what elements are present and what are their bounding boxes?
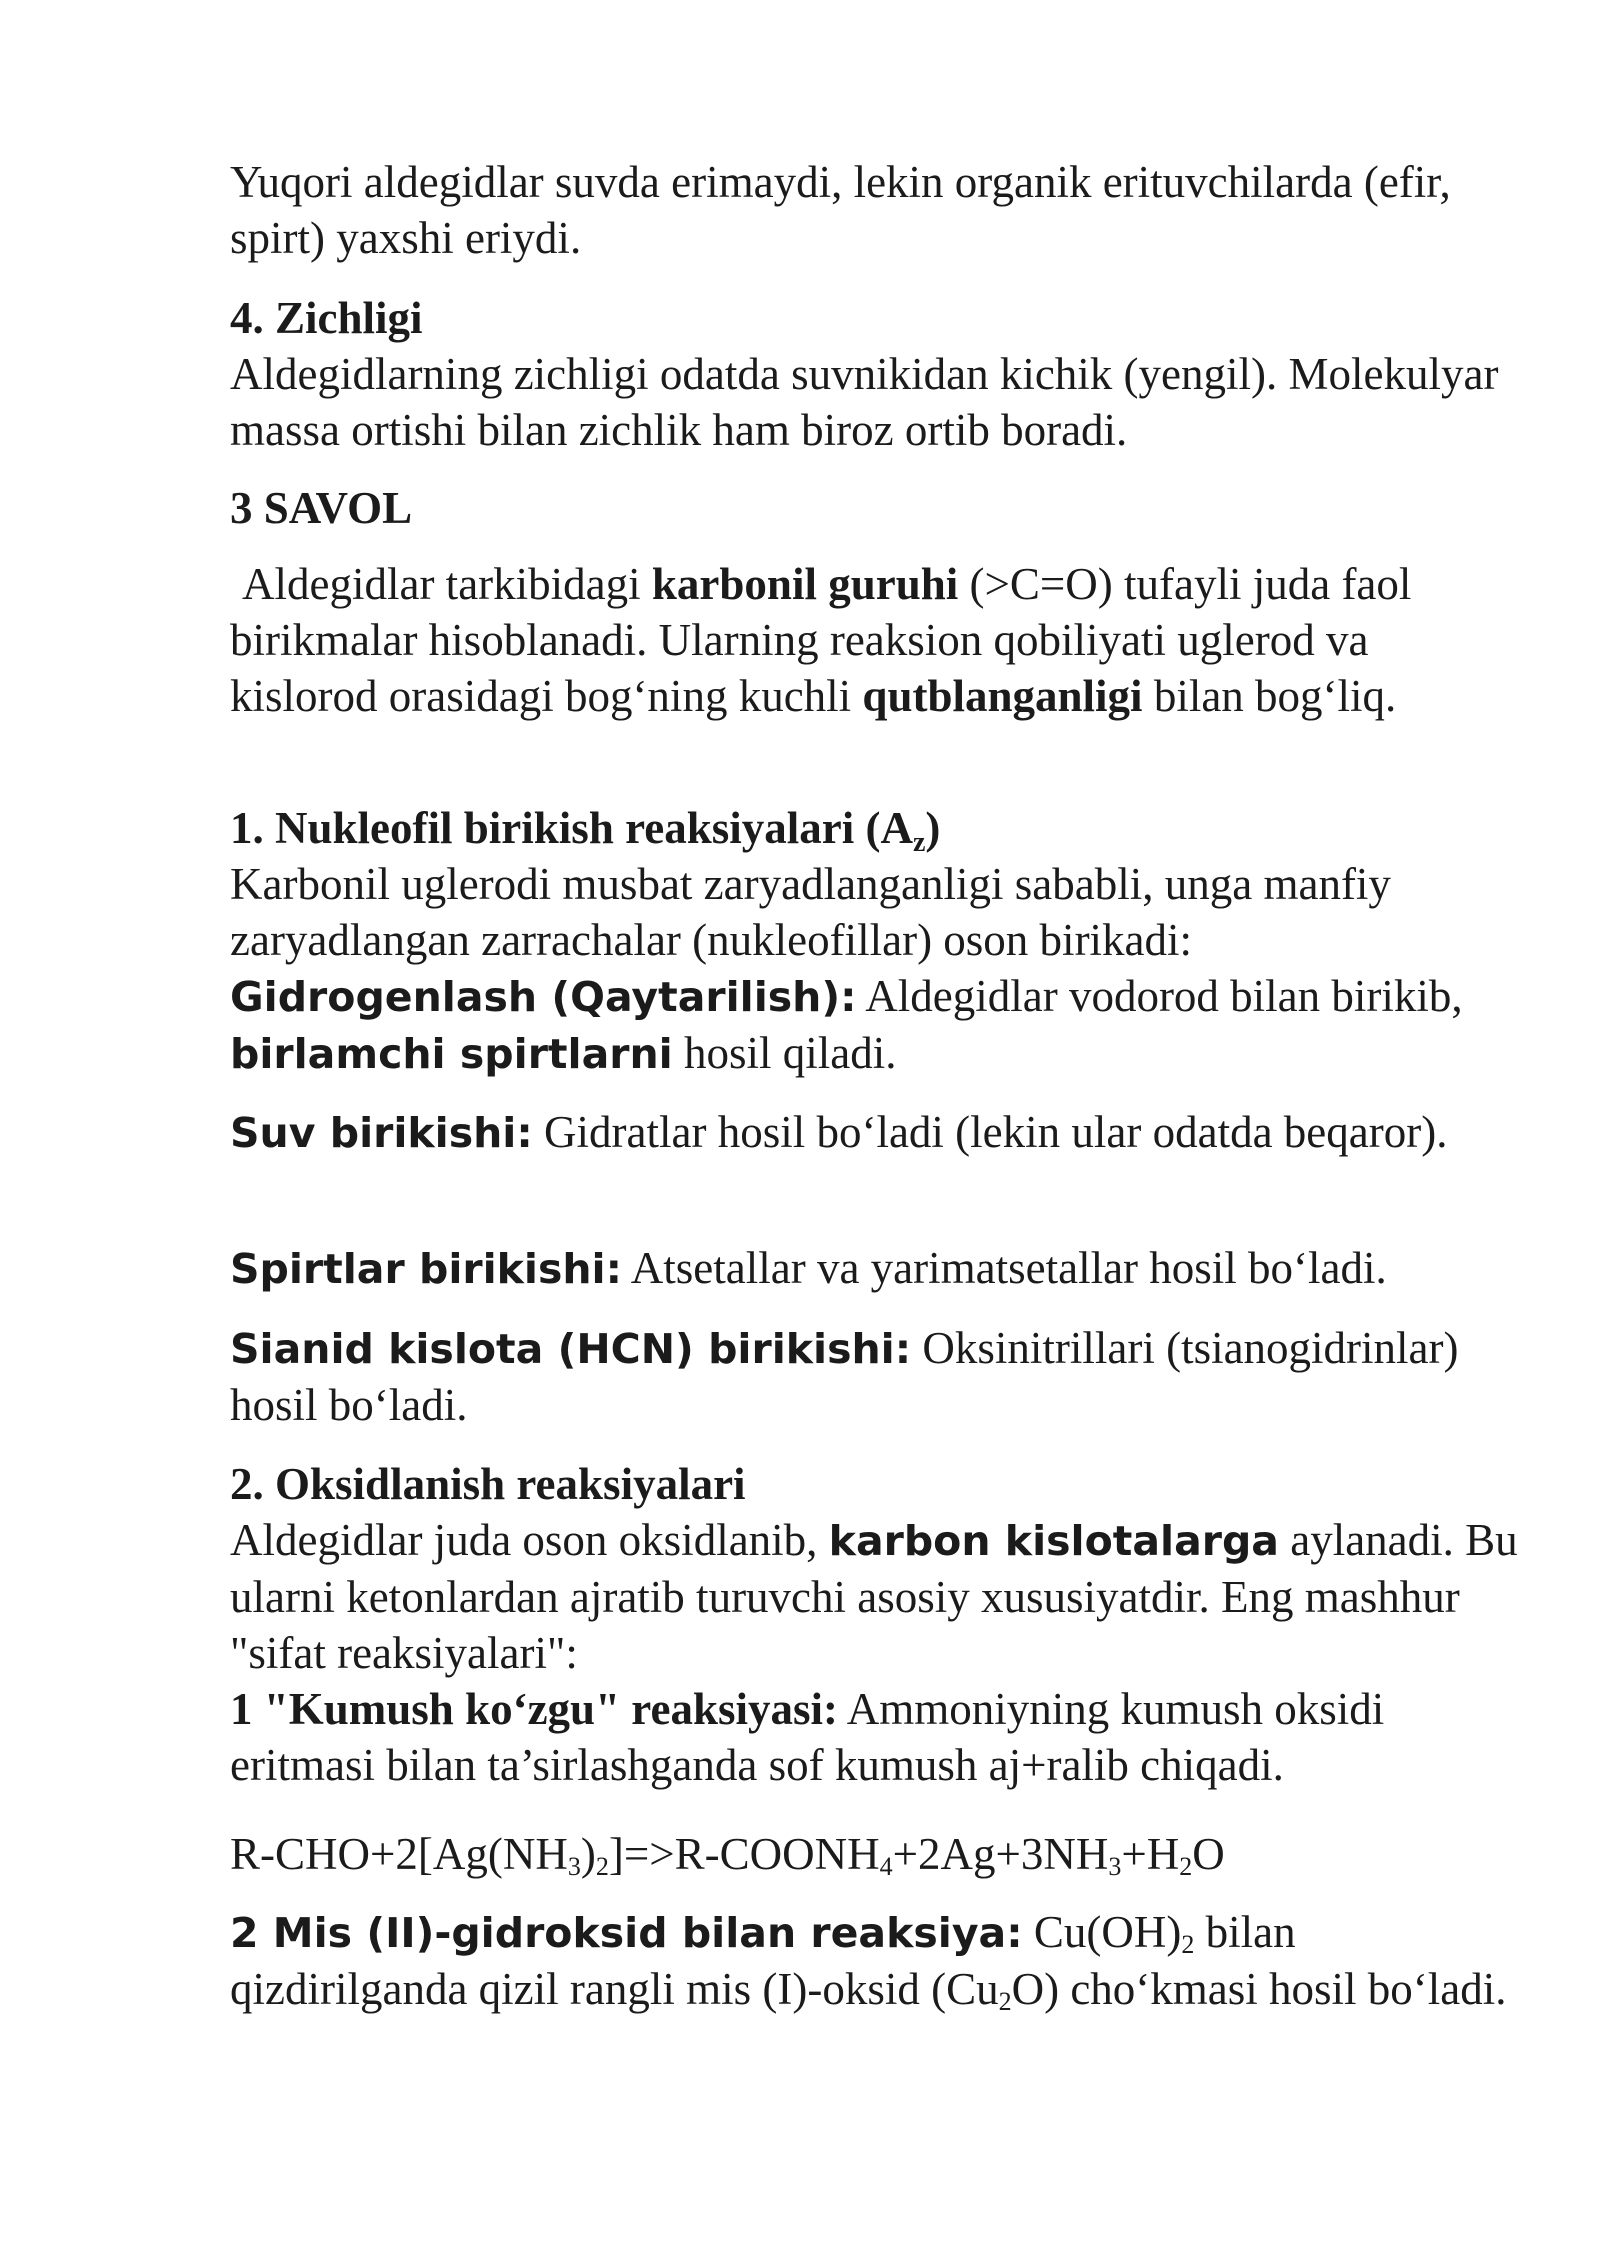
section-density [230,290,1520,458]
eq-part-3: ]=>R-COONH [608,1829,880,1879]
nucleophilic-heading-sub: z [912,827,926,858]
eq-sub-4: 3 [1108,1852,1122,1881]
silver-mirror-text: Ammoniyning kumush oksidi eritmasi bilan ta’sirlashganda sof kumush aj+ralib chiqadi. [230,1684,1385,1790]
eq-sub-1: 3 [567,1852,581,1881]
oxidation-bold: karbon kislotalarga [828,1517,1279,1565]
nucleophilic-heading-text: 1. Nukleofil birikish reaksiyalari (A [230,803,913,853]
water-addition-label: Suv birikishi: [230,1109,533,1157]
paragraph-intro [230,556,1520,724]
equation-silver-mirror [230,1826,1520,1882]
nucleophilic-text: Karbonil uglerodi musbat zaryadlanganligi sababli, unga manfiy zaryadlangan zarrachalar (nukleofillar) oson birikadi: [230,859,1391,965]
eq-part-4: +2Ag+3NH [892,1829,1109,1879]
paragraph-alcohol-addition [230,1240,1520,1297]
paragraph-water-addition [230,1104,1520,1161]
hydrogenation-label: Gidrogenlash (Qaytarilish): [230,973,857,1021]
savol-heading: 3 SAVOL [230,483,413,533]
eq-part-6: O [1192,1829,1225,1879]
oxidation-heading: 2. Oksidlanish reaksiyalari [230,1459,746,1509]
alcohol-addition-label: Spirtlar birikishi: [230,1245,623,1293]
copper-hydroxide-text-b: bilan qizdirilganda qizil rangli mis (I)-oksid (Cu [230,1907,1296,2014]
silver-mirror-label: 1 "Kumush ko‘zgu" reaksiyasi: [230,1684,838,1734]
water-addition-text: Gidratlar hosil bo‘ladi (lekin ular odatda beqaror). [532,1107,1448,1157]
density-text: Aldegidlarning zichligi odatda suvnikidan kichik (yengil). Molekulyar massa ortishi bilan zichlik ham biroz ortib boradi. [230,349,1499,455]
paragraph-solubility [230,154,1520,266]
eq-sub-3: 4 [879,1852,893,1881]
density-heading: 4. Zichligi [230,293,423,343]
hcn-addition-text: Oksinitrillari (tsianogidrinlar) hosil bo‘ladi. [230,1323,1459,1430]
section-oxidation [230,1456,1520,1793]
copper-hydroxide-text-c: O) cho‘kmasi hosil bo‘ladi. [1011,1964,1507,2014]
intro-text-c: (>C=O) tufayli juda faol birikmalar hisoblanadi. Ularning reaksion qobiliyati uglerod va kislorod orasidagi bog‘ning kuchli [230,559,1412,721]
intro-bold-carbonyl: karbonil guruhi [651,559,959,609]
nucleophilic-heading-close: ) [925,803,941,853]
alcohol-addition-text: Atsetallar va yarimatsetallar hosil bo‘ladi. [622,1243,1387,1293]
copper-hydroxide-sub-2: 2 [998,1987,1012,2016]
hydrogenation-text-c: hosil qiladi. [672,1028,897,1078]
copper-hydroxide-label: 2 Mis (II)-gidroksid bilan reaksiya: [230,1909,1023,1957]
hydrogenation-text-a: Aldegidlar vodorod bilan birikib, [856,971,1463,1021]
oxidation-text-c: aylanadi. Bu ularni ketonlardan ajratib turuvchi asosiy xususiyatdir. Eng mashhur "sifat reaksiyalari": [230,1515,1518,1678]
hcn-addition-label: Sianid kislota (HCN) birikishi: [230,1325,912,1373]
eq-sub-5: 2 [1179,1852,1193,1881]
section-nucleophilic [230,800,1520,1082]
eq-part-5: +H [1121,1829,1180,1879]
solubility-text: Yuqori aldegidlar suvda erimaydi, lekin organik erituvchilarda (efir, spirt) yaxshi eriydi. [230,157,1451,263]
eq-part-1: R-CHO+2[Ag(NH [230,1829,568,1879]
intro-text-e: bilan bog‘liq. [1142,671,1397,721]
copper-hydroxide-sub-1: 2 [1181,1930,1195,1959]
paragraph-copper-hydroxide [230,1904,1520,2017]
hydrogenation-bold: birlamchi spirtlarni [230,1030,673,1078]
eq-sub-2: 2 [595,1852,609,1881]
eq-part-2: ) [580,1829,596,1879]
paragraph-hcn-addition [230,1320,1520,1433]
question-3-heading [230,480,1520,536]
intro-text-a: Aldegidlar tarkibidagi [242,559,652,609]
intro-bold-polarity: qutblanganligi [862,671,1143,721]
oxidation-text-a: Aldegidlar juda oson oksidlanib, [230,1515,829,1565]
nucleophilic-heading [230,803,941,858]
copper-hydroxide-text-a: Cu(OH) [1022,1907,1182,1957]
